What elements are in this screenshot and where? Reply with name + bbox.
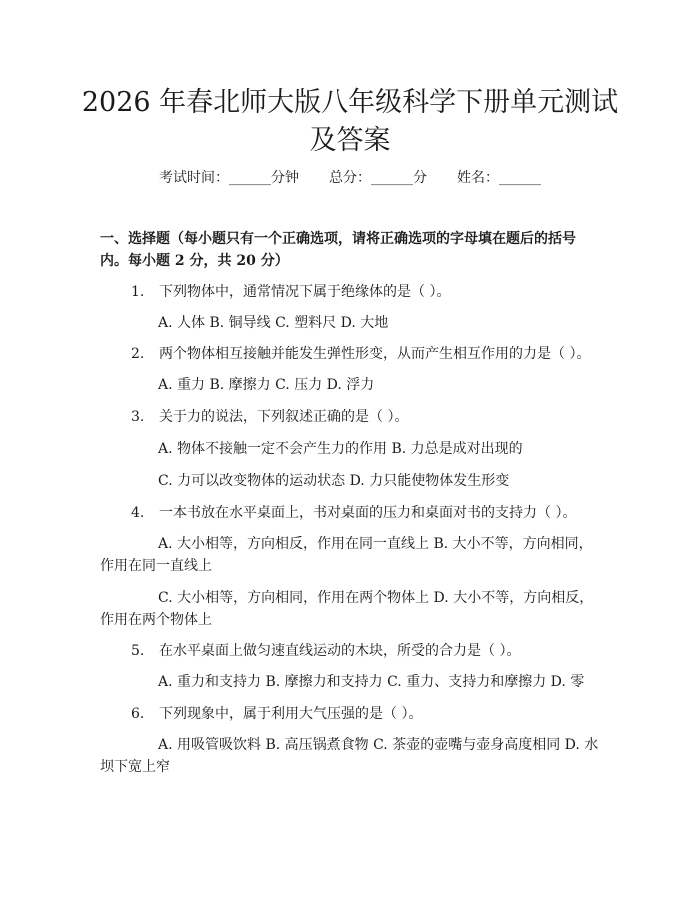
question-1 [131, 282, 601, 302]
question-number: 3. [131, 409, 145, 425]
question-number: 5. [131, 643, 145, 659]
question-stem: 两个物体相互接触并能发生弹性形变，从而产生相互作用的力是（ ）。 [159, 346, 591, 362]
total-score-field: 总分：______分 [329, 170, 427, 186]
question-stem: 下列现象中，属于利用大气压强的是（ ）。 [159, 706, 423, 722]
question-5 [131, 641, 601, 661]
question-stem: 在水平桌面上做匀速直线运动的木块，所受的合力是（ ）。 [159, 643, 521, 659]
title-line-2: 及答案 [309, 125, 391, 156]
question-2 [131, 344, 601, 364]
question-number: 6. [131, 706, 145, 722]
exam-info-line [0, 168, 700, 188]
question-number: 1. [131, 284, 145, 300]
question-3 [131, 407, 601, 427]
question-3-options-ab: A. 物体不接触一定不会产生力的作用 B. 力总是成对出现的 [158, 441, 523, 457]
question-4-options-cd: C. 大小相等，方向相同，作用在两个物体上 D. 大小不等，方向相反，作用在两个物体上 [100, 590, 594, 628]
student-name-field: 姓名：______ [457, 170, 541, 186]
document-title [0, 84, 700, 160]
question-number: 2. [131, 346, 145, 362]
question-stem: 关于力的说法，下列叙述正确的是（ ）。 [159, 409, 409, 425]
question-5-options: A. 重力和支持力 B. 摩擦力和支持力 C. 重力、支持力和摩擦力 D. 零 [158, 674, 585, 690]
question-3-options-cd: C. 力可以改变物体的运动状态 D. 力只能使物体发生形变 [158, 473, 510, 489]
question-stem: 一本书放在水平桌面上，书对桌面的压力和桌面对书的支持力（ ）。 [159, 505, 577, 521]
question-6 [131, 704, 601, 724]
title-line-1: 2026 年春北师大版八年级科学下册单元测试 [81, 87, 619, 118]
question-1-options: A. 人体 B. 铜导线 C. 塑料尺 D. 大地 [158, 315, 389, 331]
exam-time-field: 考试时间：______分钟 [159, 170, 299, 186]
question-6-options: A. 用吸管吸饮料 B. 高压锅煮食物 C. 茶壶的壶嘴与壶身高度相同 D. 水坝下宽上窄 [100, 737, 599, 775]
section-heading: 一、选择题（每小题只有一个正确选项，请将正确选项的字母填在题后的括号内。每小题 2 分，共 20 分） [100, 231, 576, 269]
question-2-options: A. 重力 B. 摩擦力 C. 压力 D. 浮力 [158, 377, 375, 393]
question-number: 4. [131, 505, 145, 521]
question-4 [131, 503, 601, 523]
question-4-options-ab: A. 大小相等，方向相反，作用在同一直线上 B. 大小不等，方向相同，作用在同一直线上 [100, 536, 593, 574]
question-stem: 下列物体中，通常情况下属于绝缘体的是（ ）。 [159, 284, 451, 300]
